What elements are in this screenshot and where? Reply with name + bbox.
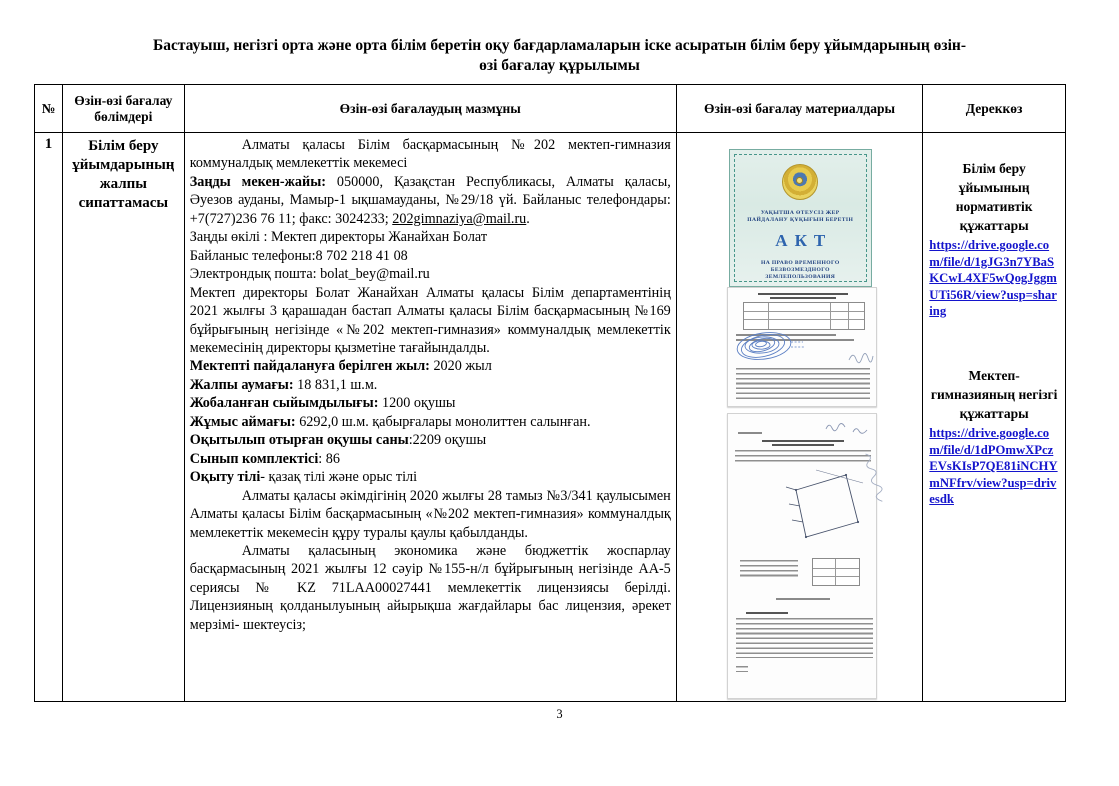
table-header-row <box>35 85 1065 133</box>
source-heading-main-docs: Мектеп-гимназияның негізгі құжаттары <box>930 367 1058 421</box>
self-assessment-table <box>34 84 1066 702</box>
content-paragraph: Мектеп директоры Болат Жанайхан Алматы қаласы Білім департаментінің 2021 жылғы 3 қарашадан бастап Алматы қаласы Білім басқармасының №169 бұйрығының негізінде «№202 мектеп-гимназия» коммуналдық мемлекеттік мекемесінің директоры қызметіне тағайындалды. <box>189 284 671 356</box>
content-paragraphs <box>185 133 677 701</box>
handwriting-icon <box>825 420 871 438</box>
stamp-spiral-icon <box>734 328 806 364</box>
col-header-materials: Өзін-өзі бағалау материалдары <box>677 85 924 133</box>
content-paragraph: Алматы қаласының экономика және бюджеттік жоспарлау басқармасының 2021 жылғы 12 сәуір №155-н/л бұйрығының негізінде АА-5 сериясы № KZ 71LAA00027441 мемлекеттік лицензиясы берілді. Лицензияның қолданылуының айырықша жағдайлары бас лицензия, әрекет мерзімі- шектеусіз; <box>189 542 671 633</box>
table-row <box>35 133 1065 701</box>
normative-docs-link[interactable]: https://drive.google.com/file/d/1gJG3n7YBaSKCwL4XF5wQogJggmUTi56R/view?usp=sharing <box>929 238 1057 319</box>
act-certificate-thumbnail[interactable] <box>729 149 872 287</box>
kazakhstan-emblem-icon <box>782 164 818 200</box>
col-header-source: Дереккөз <box>923 85 1065 133</box>
content-paragraph: Алматы қаласы Білім басқармасының №202 мектеп-гимназия коммуналдық мемлекеттік мекемесі <box>189 137 671 172</box>
content-paragraph: Заңды өкілі : Мектеп директоры Жанайхан Болат <box>189 229 488 246</box>
mini-table <box>812 558 860 586</box>
content-paragraph: Мектепті пайдалануға берілген жыл: 2020 жыл <box>189 358 492 375</box>
content-paragraph: Байланыс телефоны:8 702 218 41 08 <box>189 247 408 264</box>
main-docs-link[interactable]: https://drive.google.com/file/d/1dPOmwXPczEVsKIsP7QE81iNCHYmNFfrv/view?usp=drivesdk <box>929 425 1058 507</box>
content-paragraph: Сынып комплектісі: 86 <box>189 450 340 467</box>
scanned-page-stamp-thumbnail[interactable] <box>727 287 877 407</box>
col-header-content: Өзін-өзі бағалаудың мазмұны <box>185 85 677 133</box>
source-heading-normative-docs: Білім беру ұйымының нормативтік құжаттары <box>955 161 1033 233</box>
content-paragraph: Жалпы аумағы: 18 831,1 ш.м. <box>189 376 378 393</box>
content-paragraph: Электрондық пошта: bolat_bey@mail.ru <box>189 266 430 283</box>
signature-icon <box>848 350 874 366</box>
source-cell <box>923 133 1065 701</box>
materials-cell <box>677 133 924 701</box>
content-paragraph: Жұмыс аймағы: 6292,0 ш.м. қабырғалары монолиттен салынған. <box>189 413 591 430</box>
col-header-number: № <box>35 85 63 133</box>
content-paragraph: Заңды мекен-жайы: 050000, Қазақстан Республикасы, Алматы қаласы, Әуезов ауданы, Мамыр-1 ықшамауданы, №29/18 үй. Байланыс телефондары: +7(727)236 76 11; факс: 3024233; 202gimnaziya@mail.ru. <box>189 173 671 227</box>
row-section-label: Білім беру ұйымдарының жалпы сипаттамасы <box>63 133 185 701</box>
page-number: 3 <box>556 707 563 721</box>
content-paragraph: Оқытылып отырған оқушы саны:2209 оқушы <box>189 432 487 449</box>
content-paragraph: Оқыту тілі- қазақ тілі және орыс тілі <box>189 469 418 486</box>
row-number: 1 <box>35 133 63 701</box>
land-plot-diagram <box>766 466 866 552</box>
content-paragraph: Алматы қаласы әкімдігінің 2020 жылғы 28 тамыз №3/341 қаулысымен Алматы қаласы Білім басқармасының «№202 мектеп-гимназия» коммуналдық мемлекеттік мекемесін құру туралы қаулы қабылданды. <box>189 487 671 541</box>
certificate-frame <box>734 154 867 282</box>
document-title: Бастауыш, негізгі орта және орта білім беретін оқу бағдарламаларын іске асыратын білім беру ұйымдарының өзін-өзі бағалау құрылымы <box>152 37 967 74</box>
certificate-caption-top: УАҚЫТША ӨТЕУСІЗ ЖЕР ПАЙДАЛАНУ ҚҰҚЫҒЫН БЕРЕТІН <box>747 210 854 223</box>
content-paragraph: Жобаланған сыйымдылығы: 1200 оқушы <box>189 395 456 412</box>
certificate-title: АКТ <box>775 231 833 250</box>
mini-table <box>743 302 865 330</box>
scanned-page-plan-thumbnail[interactable] <box>727 413 877 699</box>
certificate-caption-bottom: НА ПРАВО ВРЕМЕННОГО БЕЗВОЗМЕЗДНОГО ЗЕМЛЕПОЛЬЗОВАНИЯ <box>760 260 840 280</box>
col-header-sections: Өзін-өзі бағалау бөлімдері <box>63 85 185 133</box>
